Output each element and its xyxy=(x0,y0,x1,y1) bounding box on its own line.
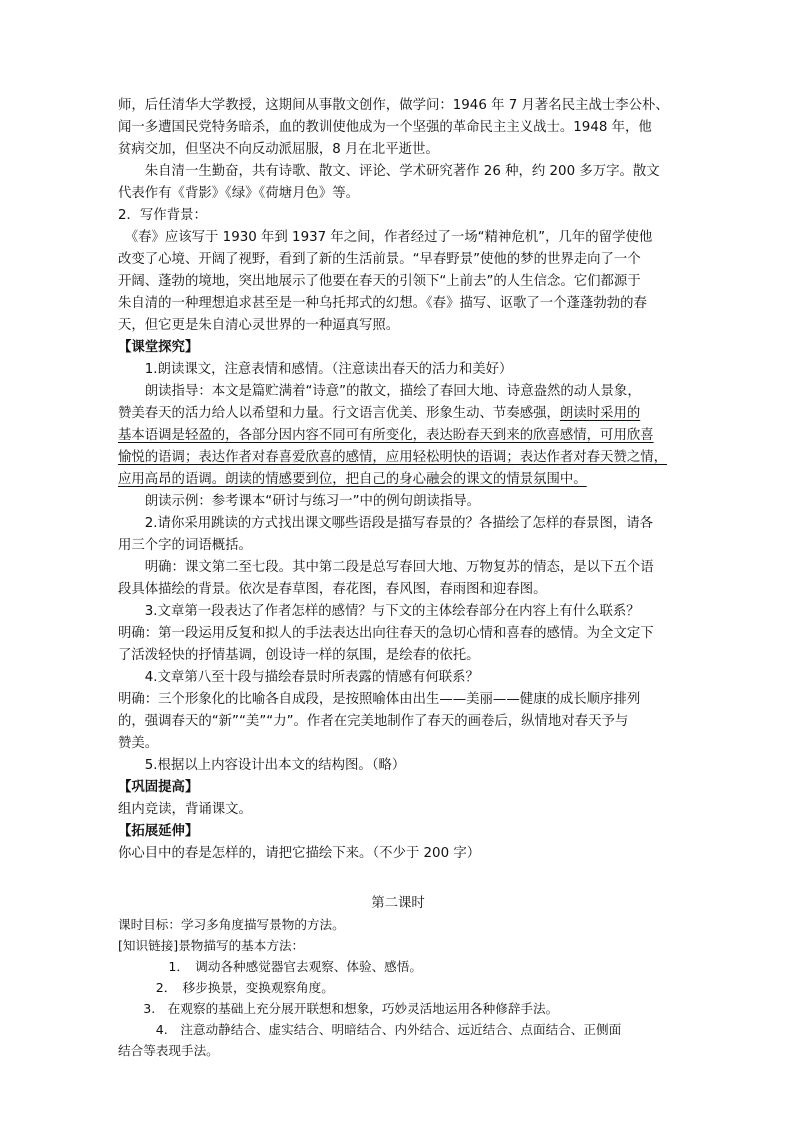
text-line: 天，但它更是朱自清心灵世界的一种逼真写照。 xyxy=(118,318,400,333)
text-line: 朱自清的一种理想追求甚至是一种乌托邦式的幻想。《春》描写、讴歌了一个蓬蓬勃勃的春 xyxy=(118,296,647,311)
text-line: 师，后任清华大学教授，这期间从事散文创作，做学问：1946 年 7 月著名民主战士李公朴、 xyxy=(118,98,669,113)
section-heading: 【拓展延伸】 xyxy=(118,824,199,839)
text-line: 组内竞读，背诵课文。 xyxy=(118,802,252,817)
text-line: [知识链接]景物描写的基本方法： xyxy=(118,938,305,953)
text-line: 课时目标：学习多角度描写景物的方法。 xyxy=(118,917,345,932)
text-line: 的，强调春天的“新”“美”“力”。作者在完美地制作了春天的画卷后，纵情地对春天予与 xyxy=(118,714,629,729)
underlined-text: 朗读时采用的 xyxy=(559,406,641,421)
text-line: 改变了心境、开阔了视野，看到了新的生活前景。“早春野景”使他的梦的世界走向了一个 xyxy=(118,252,641,267)
text-line: 朗读示例：参考课本“研讨与练习一”中的例句朗读指导。 xyxy=(118,494,481,509)
section-heading: 【巩固提高】 xyxy=(118,780,199,795)
text-line: 开阔、蓬勃的境地，突出地展示了他要在春天的引领下“上前去”的人生信念。它们都源于 xyxy=(118,274,641,289)
text-line: 结合等表现手法。 xyxy=(118,1043,219,1058)
text-line: 了活泼轻快的抒情基调，创设诗一样的氛围，是绘春的依托。 xyxy=(118,648,480,663)
text-line: 朱自清一生勤奋，共有诗歌、散文、评论、学术研究著作 26 种，约 200 多万字。散文 xyxy=(118,164,660,179)
underlined-text: 基本语调是轻盈的，各部分因内容不同可有所变化，表达盼春天到来的欣喜感情，可用欣喜 xyxy=(118,428,654,443)
text-line: 明确：第一段运用反复和拟人的手法表达出向往春天的急切心情和喜春的感情。为全文定下 xyxy=(118,626,654,641)
text-line: 朗读指导：本文是篇贮满着“诗意”的散文，描绘了春回大地、诗意盎然的动人景象， xyxy=(118,384,641,399)
text-line: 4.文章第八至十段与描绘春景时所表露的情感有何联系？ xyxy=(118,670,479,685)
underlined-text: 应用高昂的语调。朗读的情感要到位，把自己的身心融会的课文的情景氛围中。 xyxy=(118,472,587,487)
section-heading: 2．写作背景： xyxy=(118,208,207,223)
list-item: 4. 注意动静结合、虚实结合、明暗结合、内外结合、远近结合、点面结合、正侧面 xyxy=(118,1022,622,1037)
underlined-text: 愉悦的语调；表达作者对春喜爱欣喜的感情，应用轻松明快的语调；表达作者对春天赞之情， xyxy=(118,450,668,465)
list-item: 3. 在观察的基础上充分展开联想和想象，巧妙灵活地运用各种修辞手法。 xyxy=(118,1001,559,1016)
list-item: 1． 调动各种感觉器官去观察、体验、感悟。 xyxy=(118,959,422,974)
lesson-title: 第二课时 xyxy=(371,896,425,911)
text-line: 代表作有《背影》《绿》《荷塘月色》等。 xyxy=(118,186,360,201)
text-line: 《春》应该写于 1930 年到 1937 年之间，作者经过了一场“精神危机”，几年的留学使他 xyxy=(118,230,653,245)
text-line: 贫病交加，但坚决不向反动派屈服，8 月在北平逝世。 xyxy=(118,142,439,157)
text-line: 明确：课文第二至七段。其中第二段是总写春回大地、万物复苏的情态，是以下五个语 xyxy=(118,560,654,575)
section-heading: 【课堂探究】 xyxy=(118,340,199,355)
text-line: 你心目中的春是怎样的，请把它描绘下来。（不少于 200 字） xyxy=(118,846,481,861)
text-run: 赞美春天的活力给人以希望和力量。行文语言优美、形象生动、节奏感强， xyxy=(118,406,560,421)
text-line: 明确：三个形象化的比喻各自成段，是按照喻体由出生——美丽——健康的成长顺序排列 xyxy=(118,692,641,707)
text-line: 用三个字的词语概括。 xyxy=(118,538,252,553)
text-line: 5.根据以上内容设计出本文的结构图。（略） xyxy=(118,758,406,773)
text-line: 1.朗读课文，注意表情和感情。（注意读出春天的活力和美好） xyxy=(118,362,513,377)
text-line xyxy=(118,403,678,425)
text-line: 闻一多遭国民党特务暗杀，血的教训使他成为一个坚强的革命民主主义战士。1948 年，他 xyxy=(118,120,652,135)
text-line: 3.文章第一段表达了作者怎样的感情？与下文的主体绘春部分在内容上有什么联系？ xyxy=(118,604,640,619)
text-line: 赞美。 xyxy=(118,736,159,751)
text-line: 2.请你采用跳读的方式找出课文哪些语段是描写春景的？各描绘了怎样的春景图，请各 xyxy=(118,516,654,531)
list-item: 2． 移步换景，变换观察角度。 xyxy=(118,980,334,995)
text-line: 段具体描绘的背景。依次是春草图，春花图，春风图，春雨图和迎春图。 xyxy=(118,582,547,597)
